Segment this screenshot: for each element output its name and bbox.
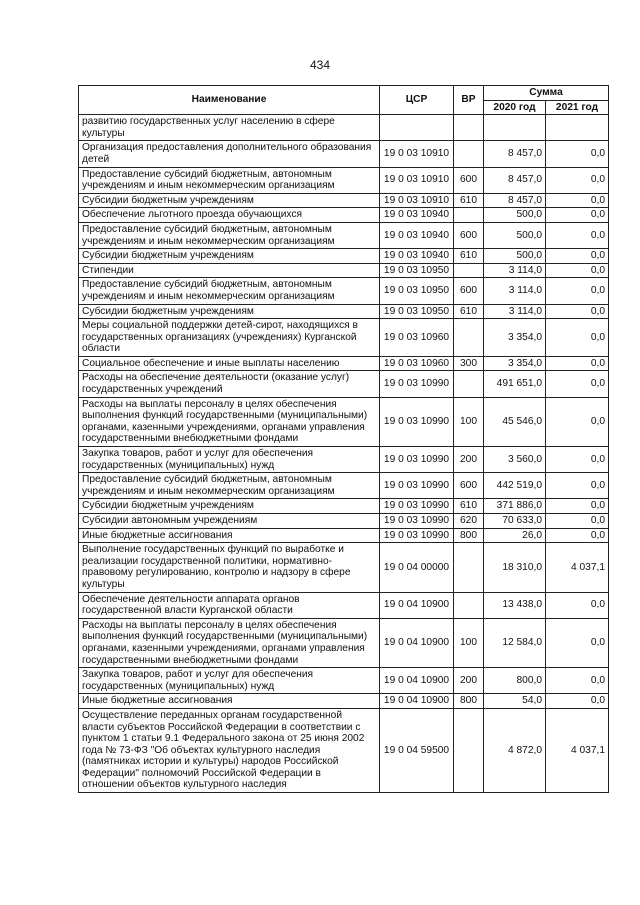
row-name-cell: Расходы на обеспечение деятельности (оказание услуг) государственных учреждений bbox=[79, 371, 380, 397]
row-csr-cell: 19 0 03 10960 bbox=[380, 319, 454, 357]
budget-table bbox=[78, 85, 609, 793]
row-csr-cell: 19 0 03 10940 bbox=[380, 249, 454, 264]
row-sum-2020-cell: 500,0 bbox=[484, 249, 546, 264]
row-csr-cell: 19 0 04 10900 bbox=[380, 618, 454, 667]
row-sum-2021-cell bbox=[546, 115, 609, 141]
row-name-cell: Предоставление субсидий бюджетным, автономным учреждениям и иным некоммерческим организациям bbox=[79, 167, 380, 193]
row-csr-cell: 19 0 03 10940 bbox=[380, 208, 454, 223]
row-sum-2020-cell: 12 584,0 bbox=[484, 618, 546, 667]
row-csr-cell: 19 0 04 10900 bbox=[380, 694, 454, 709]
row-sum-2020-cell: 500,0 bbox=[484, 222, 546, 248]
row-vr-cell bbox=[454, 543, 484, 592]
table-row bbox=[79, 592, 609, 618]
row-vr-cell bbox=[454, 263, 484, 278]
table-row bbox=[79, 371, 609, 397]
row-sum-2021-cell: 0,0 bbox=[546, 447, 609, 473]
row-csr-cell: 19 0 03 10950 bbox=[380, 304, 454, 319]
table-row bbox=[79, 249, 609, 264]
table-row bbox=[79, 543, 609, 592]
table-row bbox=[79, 694, 609, 709]
row-csr-cell: 19 0 04 00000 bbox=[380, 543, 454, 592]
row-csr-cell: 19 0 03 10990 bbox=[380, 447, 454, 473]
table-row bbox=[79, 618, 609, 667]
row-csr-cell: 19 0 03 10910 bbox=[380, 167, 454, 193]
row-sum-2020-cell: 26,0 bbox=[484, 528, 546, 543]
row-name-cell: Предоставление субсидий бюджетным, автономным учреждениям и иным некоммерческим организациям bbox=[79, 222, 380, 248]
row-vr-cell: 200 bbox=[454, 447, 484, 473]
row-sum-2021-cell: 0,0 bbox=[546, 193, 609, 208]
row-sum-2020-cell: 3 114,0 bbox=[484, 304, 546, 319]
row-vr-cell: 600 bbox=[454, 222, 484, 248]
row-name-cell: Иные бюджетные ассигнования bbox=[79, 528, 380, 543]
row-name-cell: Субсидии бюджетным учреждениям bbox=[79, 249, 380, 264]
row-sum-2021-cell: 0,0 bbox=[546, 356, 609, 371]
row-vr-cell: 600 bbox=[454, 278, 484, 304]
row-sum-2021-cell: 4 037,1 bbox=[546, 543, 609, 592]
row-vr-cell: 610 bbox=[454, 193, 484, 208]
row-csr-cell: 19 0 03 10990 bbox=[380, 473, 454, 499]
header-year-2020: 2020 год bbox=[484, 100, 546, 115]
row-sum-2020-cell: 54,0 bbox=[484, 694, 546, 709]
row-name-cell: Социальное обеспечение и иные выплаты населению bbox=[79, 356, 380, 371]
row-name-cell: Субсидии бюджетным учреждениям bbox=[79, 304, 380, 319]
row-sum-2020-cell: 3 560,0 bbox=[484, 447, 546, 473]
row-sum-2020-cell: 491 651,0 bbox=[484, 371, 546, 397]
table-row bbox=[79, 141, 609, 167]
row-name-cell: Субсидии бюджетным учреждениям bbox=[79, 499, 380, 514]
row-vr-cell bbox=[454, 319, 484, 357]
table-row bbox=[79, 319, 609, 357]
header-name: Наименование bbox=[79, 86, 380, 115]
row-sum-2020-cell: 800,0 bbox=[484, 668, 546, 694]
row-name-cell: Субсидии бюджетным учреждениям bbox=[79, 193, 380, 208]
table-row bbox=[79, 514, 609, 529]
row-csr-cell: 19 0 03 10990 bbox=[380, 397, 454, 446]
row-csr-cell: 19 0 03 10990 bbox=[380, 528, 454, 543]
row-name-cell: Организация предоставления дополнительного образования детей bbox=[79, 141, 380, 167]
row-sum-2021-cell: 0,0 bbox=[546, 618, 609, 667]
row-vr-cell: 800 bbox=[454, 694, 484, 709]
row-sum-2020-cell: 3 354,0 bbox=[484, 356, 546, 371]
row-csr-cell: 19 0 03 10950 bbox=[380, 263, 454, 278]
row-name-cell: развитию государственных услуг населению в сфере культуры bbox=[79, 115, 380, 141]
row-vr-cell: 800 bbox=[454, 528, 484, 543]
row-sum-2020-cell: 70 633,0 bbox=[484, 514, 546, 529]
row-sum-2020-cell: 3 114,0 bbox=[484, 263, 546, 278]
row-csr-cell: 19 0 03 10950 bbox=[380, 278, 454, 304]
row-vr-cell: 610 bbox=[454, 304, 484, 319]
row-name-cell: Закупка товаров, работ и услуг для обеспечения государственных (муниципальных) нужд bbox=[79, 447, 380, 473]
table-row bbox=[79, 115, 609, 141]
row-sum-2021-cell: 0,0 bbox=[546, 592, 609, 618]
row-vr-cell: 100 bbox=[454, 397, 484, 446]
table-row bbox=[79, 668, 609, 694]
row-csr-cell: 19 0 03 10910 bbox=[380, 193, 454, 208]
row-sum-2021-cell: 0,0 bbox=[546, 499, 609, 514]
row-vr-cell: 600 bbox=[454, 167, 484, 193]
row-name-cell: Предоставление субсидий бюджетным, автономным учреждениям и иным некоммерческим организациям bbox=[79, 473, 380, 499]
row-sum-2020-cell: 4 872,0 bbox=[484, 708, 546, 792]
header-csr: ЦСР bbox=[380, 86, 454, 115]
row-sum-2021-cell: 0,0 bbox=[546, 514, 609, 529]
row-csr-cell: 19 0 03 10940 bbox=[380, 222, 454, 248]
row-name-cell: Обеспечение льготного проезда обучающихся bbox=[79, 208, 380, 223]
row-sum-2021-cell: 0,0 bbox=[546, 208, 609, 223]
page-number: 434 bbox=[309, 58, 331, 72]
row-sum-2020-cell: 500,0 bbox=[484, 208, 546, 223]
header-vr: ВР bbox=[454, 86, 484, 115]
table-row bbox=[79, 447, 609, 473]
table-body bbox=[79, 115, 609, 793]
table-row bbox=[79, 278, 609, 304]
row-sum-2021-cell: 0,0 bbox=[546, 222, 609, 248]
table-row bbox=[79, 473, 609, 499]
row-vr-cell: 610 bbox=[454, 499, 484, 514]
row-vr-cell bbox=[454, 141, 484, 167]
row-csr-cell: 19 0 04 10900 bbox=[380, 668, 454, 694]
row-vr-cell: 610 bbox=[454, 249, 484, 264]
row-sum-2021-cell: 0,0 bbox=[546, 397, 609, 446]
row-sum-2021-cell: 4 037,1 bbox=[546, 708, 609, 792]
row-csr-cell bbox=[380, 115, 454, 141]
row-sum-2021-cell: 0,0 bbox=[546, 304, 609, 319]
row-name-cell: Закупка товаров, работ и услуг для обеспечения государственных (муниципальных) нужд bbox=[79, 668, 380, 694]
row-name-cell: Предоставление субсидий бюджетным, автономным учреждениям и иным некоммерческим организациям bbox=[79, 278, 380, 304]
row-sum-2021-cell: 0,0 bbox=[546, 167, 609, 193]
row-sum-2021-cell: 0,0 bbox=[546, 694, 609, 709]
row-sum-2020-cell: 8 457,0 bbox=[484, 167, 546, 193]
row-name-cell: Выполнение государственных функций по выработке и реализации государственной политики, нормативно-правовому регулированию, контролю и надзору в сфере культуры bbox=[79, 543, 380, 592]
row-vr-cell bbox=[454, 208, 484, 223]
row-vr-cell bbox=[454, 115, 484, 141]
table-row bbox=[79, 222, 609, 248]
row-name-cell: Иные бюджетные ассигнования bbox=[79, 694, 380, 709]
row-csr-cell: 19 0 03 10990 bbox=[380, 499, 454, 514]
row-csr-cell: 19 0 03 10960 bbox=[380, 356, 454, 371]
row-name-cell: Расходы на выплаты персоналу в целях обеспечения выполнения функций государственными (муниципальными) органами, казенными учреждениями, органами управления государственными внебюджетными фондами bbox=[79, 397, 380, 446]
row-csr-cell: 19 0 03 10910 bbox=[380, 141, 454, 167]
row-sum-2020-cell: 45 546,0 bbox=[484, 397, 546, 446]
row-sum-2021-cell: 0,0 bbox=[546, 263, 609, 278]
header-sum: Сумма bbox=[484, 86, 609, 101]
row-sum-2021-cell: 0,0 bbox=[546, 528, 609, 543]
row-sum-2021-cell: 0,0 bbox=[546, 249, 609, 264]
row-csr-cell: 19 0 03 10990 bbox=[380, 514, 454, 529]
row-csr-cell: 19 0 04 10900 bbox=[380, 592, 454, 618]
row-sum-2020-cell: 18 310,0 bbox=[484, 543, 546, 592]
table-row bbox=[79, 528, 609, 543]
table-row bbox=[79, 356, 609, 371]
table-row bbox=[79, 193, 609, 208]
table-row bbox=[79, 263, 609, 278]
row-vr-cell bbox=[454, 708, 484, 792]
row-name-cell: Субсидии автономным учреждениям bbox=[79, 514, 380, 529]
row-name-cell: Обеспечение деятельности аппарата органов государственной власти Курганской области bbox=[79, 592, 380, 618]
table-header bbox=[79, 86, 609, 115]
row-vr-cell bbox=[454, 371, 484, 397]
row-sum-2020-cell: 3 114,0 bbox=[484, 278, 546, 304]
row-vr-cell: 300 bbox=[454, 356, 484, 371]
table-row bbox=[79, 304, 609, 319]
row-sum-2021-cell: 0,0 bbox=[546, 371, 609, 397]
row-sum-2020-cell: 13 438,0 bbox=[484, 592, 546, 618]
row-vr-cell bbox=[454, 592, 484, 618]
row-sum-2021-cell: 0,0 bbox=[546, 141, 609, 167]
row-sum-2021-cell: 0,0 bbox=[546, 278, 609, 304]
row-name-cell: Расходы на выплаты персоналу в целях обеспечения выполнения функций государственными (муниципальными) органами, казенными учреждениями, органами управления государственными внебюджетными фондами bbox=[79, 618, 380, 667]
table-row bbox=[79, 208, 609, 223]
row-name-cell: Осуществление переданных органам государственной власти субъектов Российской Федерации в соответствии с пунктом 1 статьи 9.1 Федерального закона от 25 июня 2002 года № 73-ФЗ "Об объектах культурного наследия (памятниках истории и культуры) народов Российской Федерации" полномочий Российской Федерации в отношении объектов культурного наследия bbox=[79, 708, 380, 792]
row-sum-2020-cell: 442 519,0 bbox=[484, 473, 546, 499]
row-name-cell: Меры социальной поддержки детей-сирот, находящихся в государственных организациях (учреждениях) Курганской области bbox=[79, 319, 380, 357]
row-csr-cell: 19 0 04 59500 bbox=[380, 708, 454, 792]
row-sum-2021-cell: 0,0 bbox=[546, 319, 609, 357]
table-row bbox=[79, 397, 609, 446]
row-sum-2020-cell bbox=[484, 115, 546, 141]
row-sum-2020-cell: 8 457,0 bbox=[484, 193, 546, 208]
table-row bbox=[79, 708, 609, 792]
row-sum-2021-cell: 0,0 bbox=[546, 668, 609, 694]
table-row bbox=[79, 499, 609, 514]
row-vr-cell: 100 bbox=[454, 618, 484, 667]
row-vr-cell: 620 bbox=[454, 514, 484, 529]
row-csr-cell: 19 0 03 10990 bbox=[380, 371, 454, 397]
header-year-2021: 2021 год bbox=[546, 100, 609, 115]
row-sum-2020-cell: 371 886,0 bbox=[484, 499, 546, 514]
row-name-cell: Стипендии bbox=[79, 263, 380, 278]
row-sum-2020-cell: 3 354,0 bbox=[484, 319, 546, 357]
row-vr-cell: 200 bbox=[454, 668, 484, 694]
row-sum-2020-cell: 8 457,0 bbox=[484, 141, 546, 167]
table-row bbox=[79, 167, 609, 193]
row-vr-cell: 600 bbox=[454, 473, 484, 499]
row-sum-2021-cell: 0,0 bbox=[546, 473, 609, 499]
